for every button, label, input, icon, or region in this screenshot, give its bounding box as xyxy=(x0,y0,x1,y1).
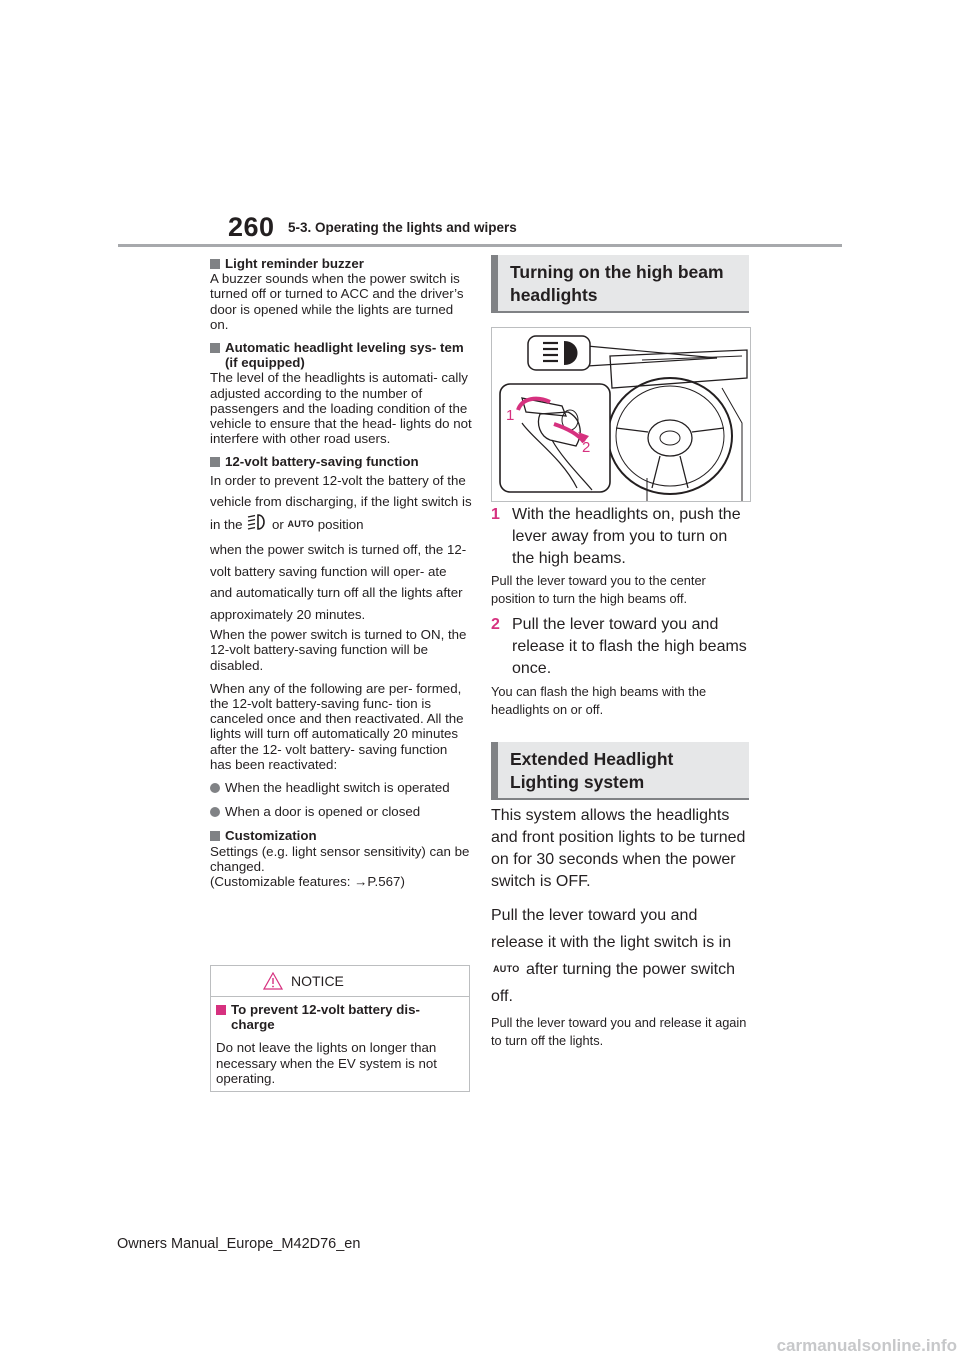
headlight-icon xyxy=(246,513,268,538)
custom-text: Settings (e.g. light sensor sensitivity) can be changed. xyxy=(210,843,470,874)
high-beam-figure xyxy=(491,327,751,502)
battery-or: or xyxy=(271,516,284,532)
high-beam-heading-text: Turning on the high beam headlights xyxy=(510,262,724,305)
battery-text-4: When any of the following are per- formed, the 12-volt battery-saving func- tion is canceled once and then reactivated. All the lights will turn off automatically 20 minutes after the 12- volt battery- saving function has been reactivated: xyxy=(210,680,464,772)
notice-body xyxy=(216,1002,464,1086)
custom-ref[interactable]: (Customizable features: →P.567) xyxy=(210,873,405,889)
callout-2: 2 xyxy=(582,439,591,456)
auto-icon-label: AUTO xyxy=(493,964,520,975)
extended-text-2a: Pull the lever toward you and release it with the light switch is in xyxy=(491,907,732,951)
step-2-text: Pull the lever toward you and release it to flash the high beams once. xyxy=(512,616,747,677)
bullet-door-opened: When a door is opened or closed xyxy=(210,804,472,819)
leveling-heading: Automatic headlight leveling sys- tem (if equipped) xyxy=(210,340,472,370)
page-number: 260 xyxy=(228,212,275,242)
step-2-note: You can flash the high beams with the headlights on or off. xyxy=(491,684,707,717)
high-beam-heading xyxy=(491,255,749,311)
notice-box xyxy=(210,965,470,1092)
custom-heading: Customization xyxy=(210,828,472,843)
reminder-heading: Light reminder buzzer xyxy=(210,256,472,271)
step-1 xyxy=(491,504,753,570)
battery-text-2: when the power switch is turned off, the 12-volt battery saving function will oper- ate and automatically turn off all the lights after approximately 20 minutes. xyxy=(210,542,467,622)
extended-text-2 xyxy=(491,902,753,1010)
step-2-number: 2 xyxy=(491,616,500,633)
battery-position: position xyxy=(317,516,364,532)
extended-lighting-heading xyxy=(491,742,749,798)
notice-text: Do not leave the lights on longer than necessary when the EV system is not operating. xyxy=(216,1040,437,1086)
notice-label: NOTICE xyxy=(291,973,344,989)
bullet-headlight-switch: When the headlight switch is operated xyxy=(210,780,472,795)
section-title: 5-3. Operating the lights and wipers xyxy=(288,220,517,235)
step-2 xyxy=(491,614,753,680)
auto-icon xyxy=(287,514,314,536)
battery-heading: 12-volt battery-saving function xyxy=(210,454,472,469)
step-1-number: 1 xyxy=(491,506,500,523)
callout-1: 1 xyxy=(506,407,515,424)
step-1-note: Pull the lever toward you to the center position to turn the high beams off. xyxy=(491,573,706,606)
leveling-text: The level of the headlights is automati- cally adjusted according to the number of passengers and the loading condition of the vehicle to ensure that the head- lights do not interfere with other road users. xyxy=(210,370,472,447)
watermark: carmanualsonline.info xyxy=(776,1336,957,1355)
steering-lever-illustration xyxy=(492,328,750,501)
extended-text-1: This system allows the headlights and front position lights to be turned on for 30 seconds when the power switch is OFF. xyxy=(491,807,746,890)
auto-icon xyxy=(493,956,520,983)
notice-header xyxy=(211,966,469,997)
warning-triangle-icon xyxy=(263,972,283,995)
reminder-text: A buzzer sounds when the power switch is turned off or turned to ACC and the driver’s door is opened while the lights are turned on. xyxy=(210,271,464,332)
battery-text-3: When the power switch is turned to ON, the 12-volt battery-saving function will be disabled. xyxy=(210,627,467,673)
notice-heading: To prevent 12-volt battery dis- charge xyxy=(216,1002,464,1032)
header-rule xyxy=(118,244,842,247)
left-column xyxy=(210,256,472,889)
auto-icon-label: AUTO xyxy=(287,519,315,530)
extended-text-2b: after turning the power switch off. xyxy=(491,961,735,1006)
extended-heading-text: Extended Headlight Lighting system xyxy=(510,749,674,792)
battery-text-1 xyxy=(210,470,472,538)
manual-id: Owners Manual_Europe_M42D76_en xyxy=(117,1236,361,1252)
step-1-text: With the headlights on, push the lever away from you to turn on the high beams. xyxy=(512,506,741,567)
battery-text-1-main: In order to prevent 12-volt the battery of the vehicle from discharging, if the light switch is in the xyxy=(210,472,472,532)
extended-note: Pull the lever toward you and release it again to turn off the lights. xyxy=(491,1015,747,1048)
